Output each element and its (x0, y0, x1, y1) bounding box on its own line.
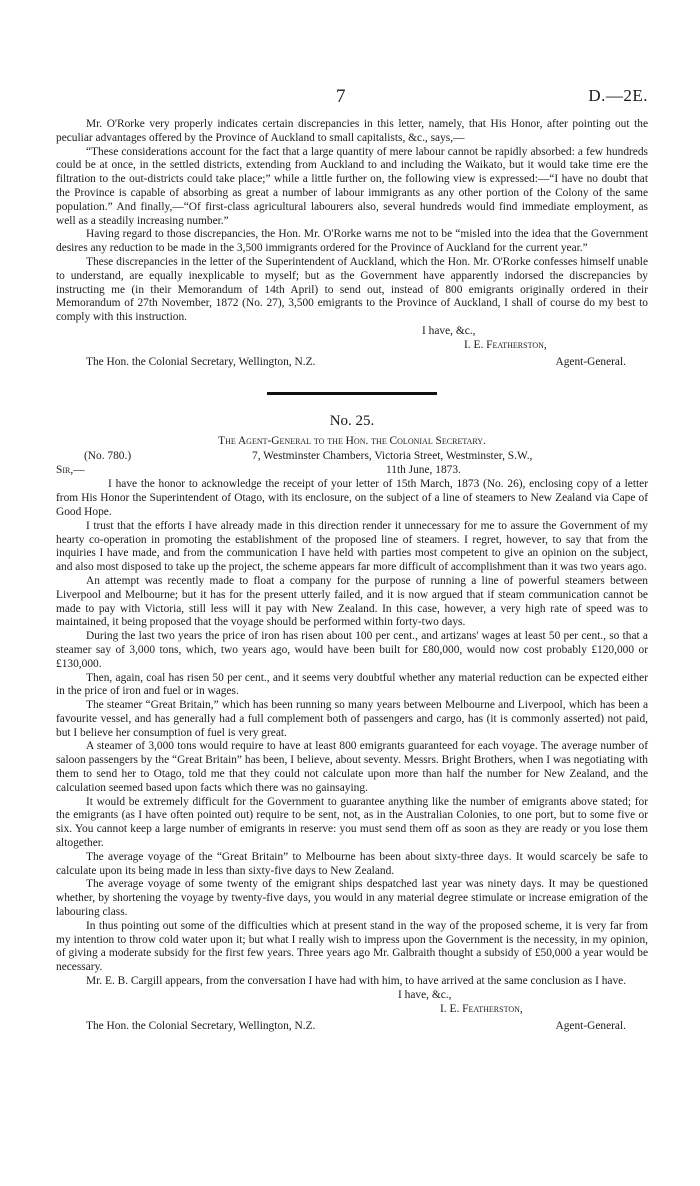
signatory-title: Agent-General. (555, 1019, 626, 1032)
paragraph: Having regard to those discrepancies, the Hon. Mr. O'Rorke warns me not to be “misled into the idea that the Government desires any reduction to be made in the 3,500 immigrants ordered for the Province of Auckland for the current year.” (56, 228, 648, 255)
paragraph: It would be extremely difficult for the Government to guarantee anything like the number of emigrants above stated; for the emigrants (as I have often pointed out) require to be sent, not, as in the Australian Colonies, to one port, but to some five or six. You cannot keep a large number of emigrants in reserve: you must send them off as soon as they are ready or you lose them altogether. (56, 795, 648, 850)
letter-number: No. 25. (329, 412, 375, 429)
addressee-line (56, 356, 648, 370)
signature-line (56, 1003, 648, 1017)
paragraph: The average voyage of the “Great Britain” to Melbourne has been about sixty-three days. It would scarcely be safe to calculate upon its being made in less than sixty-five days to New Zealand. (56, 850, 648, 877)
paragraph: The average voyage of some twenty of the emigrant ships despatched last year was ninety days. It may be questioned whether, by shortening the voyage by twenty-five days, you would in any material degree stimulate or increase emigration of the labouring class. (56, 878, 648, 919)
paragraph: During the last two years the price of iron has risen about 100 per cent., and artizans' wages at least 50 per cent., so that a steamer say of 3,000 tons, which, two years ago, would have been built for £80,000, would now cost probably £120,000 or £130,000. (56, 630, 648, 670)
addressee: The Hon. the Colonial Secretary, Wellington, N.Z. (86, 1019, 316, 1032)
letter-ref-row (56, 450, 648, 464)
paragraph: Mr. O'Rorke very properly indicates certain discrepancies in this letter, namely, that His Honor, after pointing out the peculiar advantages offered by the Province of Auckland to small capitalists, &c., says,— (56, 118, 648, 144)
paragraph: These discrepancies in the letter of the Superintendent of Auckland, which the Hon. Mr. O'Rorke confesses himself unable to understand, are equally inexplicable to myself; but as the Government have apparently indorsed the discrepancies by instructing me (in their Memorandum of 14th April) to send out, instead of 800 emigrants originally ordered in their Memorandum of 27th November, 1872 (No. 27), 3,500 emigrants to the Province of Auckland, I shall of course do my best to comply with this instruction. (56, 255, 648, 324)
paragraph: I have the honor to acknowledge the receipt of your letter of 15th March, 1873 (No. 26), enclosing copy of a letter from His Honor the Superintendent of Otago, with its enclosure, on the subject of a line of steamers to New Zealand via Cape of Good Hope. (56, 478, 648, 518)
closing-line (56, 325, 648, 339)
page-header (0, 86, 700, 108)
document-reference: D.—2E. (588, 86, 648, 105)
addressee: The Hon. the Colonial Secretary, Wellington, N.Z. (86, 355, 316, 368)
section-divider (267, 392, 437, 395)
paragraph: Then, again, coal has risen 50 per cent., and it seems very doubtful whether any material reduction can be expected either in the price of iron and fuel or in wages. (56, 671, 648, 698)
paragraph: Mr. E. B. Cargill appears, from the conversation I have had with him, to have arrived at the same conclusion as I have. (86, 975, 627, 988)
letter-date: 11th June, 1873. (386, 464, 461, 477)
signatory: I. E. Featherston, (464, 338, 547, 351)
paragraph: In thus pointing out some of the difficulties which at present stand in the way of the proposed scheme, it is very far from my intention to throw cold water upon it; but what I really wish to impress upon the Government is the necessity, in my opinion, of giving a moderate subsidy for the first few years. Three years ago Mr. Galbraith thought a subsidy of £50,000 a year would be necessary. (56, 919, 648, 974)
closing: I have, &c., (422, 324, 476, 337)
paragraph: An attempt was recently made to float a company for the purpose of running a line of powerful steamers between Liverpool and Melbourne; but it has for the present utterly failed, and it is now argued that if steam communication cannot be made to pay with Victoria, still less will it pay with New Zealand. In this case, however, a very high rate of speed was to maintained, it being proposed that the voyage should be performed within forty-two days. (56, 574, 648, 629)
paragraph: The steamer “Great Britain,” which has been running so many years between Melbourne and Liverpool, which has been a favourite vessel, and has generally had a full complement both of passengers and cargo, has (it is commonly asserted) not paid, but I believe her consumption of fuel is very great. (56, 699, 648, 739)
salutation: Sir,— (56, 464, 85, 477)
salutation-row (56, 464, 648, 478)
letter-address: 7, Westminster Chambers, Victoria Street, Westminster, S.W., (252, 450, 533, 463)
page-body (56, 118, 648, 1034)
signature-line (56, 339, 648, 353)
page-number: 7 (336, 86, 346, 107)
paragraph: “These considerations account for the fact that a large quantity of mere labour cannot be rapidly absorbed: a few hundreds could be at once, in the settled districts, extending from Auckland to and including the Waikato, but it would take time ere the filtration to the out-districts could take place;” while a little further on, the following view is expressed:—“I have no doubt that the Province is capable of absorbing as great a number of labour immigrants as any other portion of the Colony of the same population.” And finally,—“Of first-class agricultural labourers also, several hundreds would find immediate employment, as well as a steadily increasing number.” (56, 145, 648, 227)
paragraph: I trust that the efforts I have already made in this direction render it unnecessary for me to assure the Government of my hearty co-operation in promoting the establishment of the proposed line of steamers. I regret, however, to say that from the inquiries I have made, and from the communication I have held with parties most competent to give an opinion on the subject, and also most disposed to take up the project, the scheme appears far more difficult of accomplishment than it was two years ago. (56, 519, 648, 574)
addressee-line (56, 1020, 648, 1034)
signatory: I. E. Featherston, (440, 1002, 523, 1015)
letter-ref: (No. 780.) (84, 450, 132, 463)
closing-line (56, 989, 648, 1003)
signatory-title: Agent-General. (555, 355, 626, 368)
paragraph: A steamer of 3,000 tons would require to have at least 800 emigrants guaranteed for each voyage. The average number of saloon passengers by the “Great Britain” has been, I believe, about seventy. Messrs. Bright Brothers, when I was negotiating with them to send her to Otago, told me that they could not calculate upon more than half the number for New Zealand, and the calculation seemed based upon facts which there was no gainsaying. (56, 740, 648, 794)
closing: I have, &c., (398, 988, 452, 1001)
letter-subtitle: The Agent-General to the Hon. the Colonial Secretary. (218, 434, 486, 447)
